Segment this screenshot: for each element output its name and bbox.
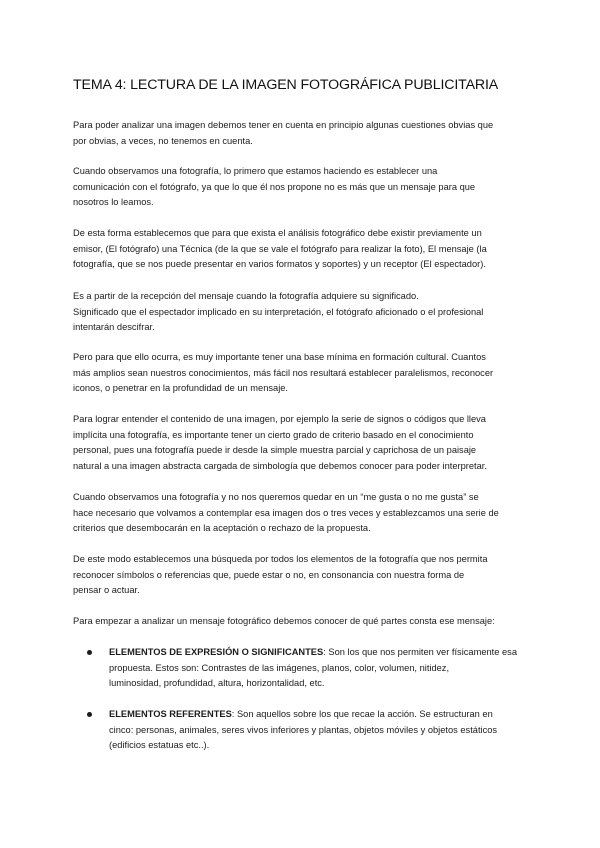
paragraph-3 (73, 226, 543, 273)
paragraph-line: personal, pues una fotografía puede ir desde la simple muestra parcial y caprichosa de un paisaje (73, 445, 477, 456)
paragraph-line: fotografía, que se nos puede presentar en varios formatos y soportes) y un receptor (El espectador). (73, 259, 486, 270)
paragraph-line: Para poder analizar una imagen debemos tener en cuenta en principio algunas cuestiones obvias que (73, 120, 494, 130)
paragraph-line: más amplios sean nuestros conocimientos, más fácil nos resultará establecer paralelismos, reconocer (73, 367, 494, 378)
paragraph-line: Para lograr entender el contenido de una imagen, por ejemplo la serie de signos o códigos que lleva (73, 414, 486, 424)
bullet-line: luminosidad, profundidad, altura, horizontalidad, etc. (109, 678, 325, 689)
bullet-dot-icon (87, 712, 92, 717)
bullet-first-line (109, 707, 549, 723)
paragraph-7 (73, 490, 543, 537)
paragraph-8 (73, 552, 543, 599)
bullet-text: : Son aquellos sobre los que recae la acción. Se estructuran en (231, 709, 493, 719)
paragraph-line: Cuando observamos una fotografía y no nos queremos quedar en un “me gusta o no me gusta” se (73, 492, 479, 502)
paragraph-6 (73, 412, 543, 474)
bullet-term: ELEMENTOS DE EXPRESIÓN O SIGNIFICANTES (109, 647, 324, 657)
paragraph-line: Pero para que ello ocurra, es muy importante tener una base mínima en formación cultural. Cuantos (73, 352, 486, 362)
paragraph-line: intentarán descifrar. (73, 322, 155, 333)
bullet-dot-icon (87, 650, 92, 655)
bullet-term: ELEMENTOS REFERENTES (109, 709, 232, 719)
bullet-content (109, 645, 549, 692)
paragraph-line: hace necesario que volvamos a contemplar esa imagen dos o tres veces y establezcamos una serie de (73, 507, 499, 518)
paragraph-2 (73, 164, 543, 211)
paragraph-line: pensar o actuar. (73, 585, 140, 596)
paragraph-line: De esta forma establecemos que para que exista el análisis fotográfico debe existir previamente un (73, 228, 482, 238)
bullet-line: propuesta. Estos son: Contrastes de las imágenes, planos, color, volumen, nitidez, (109, 662, 450, 673)
paragraph-line: iconos, o penetrar en la profundidad de un mensaje. (73, 383, 289, 394)
paragraph-line: emisor, (El fotógrafo) una Técnica (de la que se vale el fotógrafo para realizar la foto), El mensaje (la (73, 243, 487, 254)
bullet-line: (edificios estatuas etc..). (109, 740, 210, 751)
paragraph-line: Para empezar a analizar un mensaje fotográfico debemos conocer de qué partes consta ese mensaje: (73, 616, 495, 626)
bullet-first-line (109, 645, 549, 661)
paragraph-9 (73, 614, 543, 630)
paragraph-line: Cuando observamos una fotografía, lo primero que estamos haciendo es establecer una (73, 166, 438, 176)
paragraph-line: criterios que desembocarán en la aceptación o rechazo de la propuesta. (73, 523, 371, 534)
paragraph-line: Significado que el espectador implicado en su interpretación, el fotógrafo aficionado o el profesional (73, 306, 484, 317)
paragraph-line: De este modo establecemos una búsqueda por todos los elementos de la fotografía que nos permita (73, 554, 488, 564)
paragraph-line: reconocer símbolos o referencias que, puede estar o no, en consonancia con nuestra forma de (73, 569, 465, 580)
paragraph-4 (73, 289, 543, 336)
paragraph-5 (73, 350, 543, 397)
bullet-content (109, 707, 549, 754)
paragraph-line: por obvias, a veces, no tenemos en cuenta. (73, 135, 253, 146)
paragraph-1 (73, 118, 543, 149)
bullet-text: : Son los que nos permiten ver físicamente esa (323, 647, 518, 657)
paragraph-line: implícita una fotografía, es importante tener un cierto grado de criterio basado en el conocimiento (73, 429, 474, 440)
paragraph-line: Es a partir de la recepción del mensaje cuando la fotografía adquiere su significado. (73, 291, 419, 301)
paragraph-line: nosotros lo leamos. (73, 197, 154, 208)
paragraph-line: natural a una imagen abstracta cargada de simbología que debemos conocer para poder interpretar. (73, 460, 487, 471)
paragraph-line: comunicación con el fotógrafo, ya que lo que él nos propone no es más que un mensaje para que (73, 181, 476, 192)
document-title: TEMA 4: LECTURA DE LA IMAGEN FOTOGRÁFICA PUBLICITARIA (73, 77, 499, 93)
bullet-line: cinco: personas, animales, seres vivos inferiores y plantas, objetos móviles y objetos estáticos (109, 724, 498, 735)
